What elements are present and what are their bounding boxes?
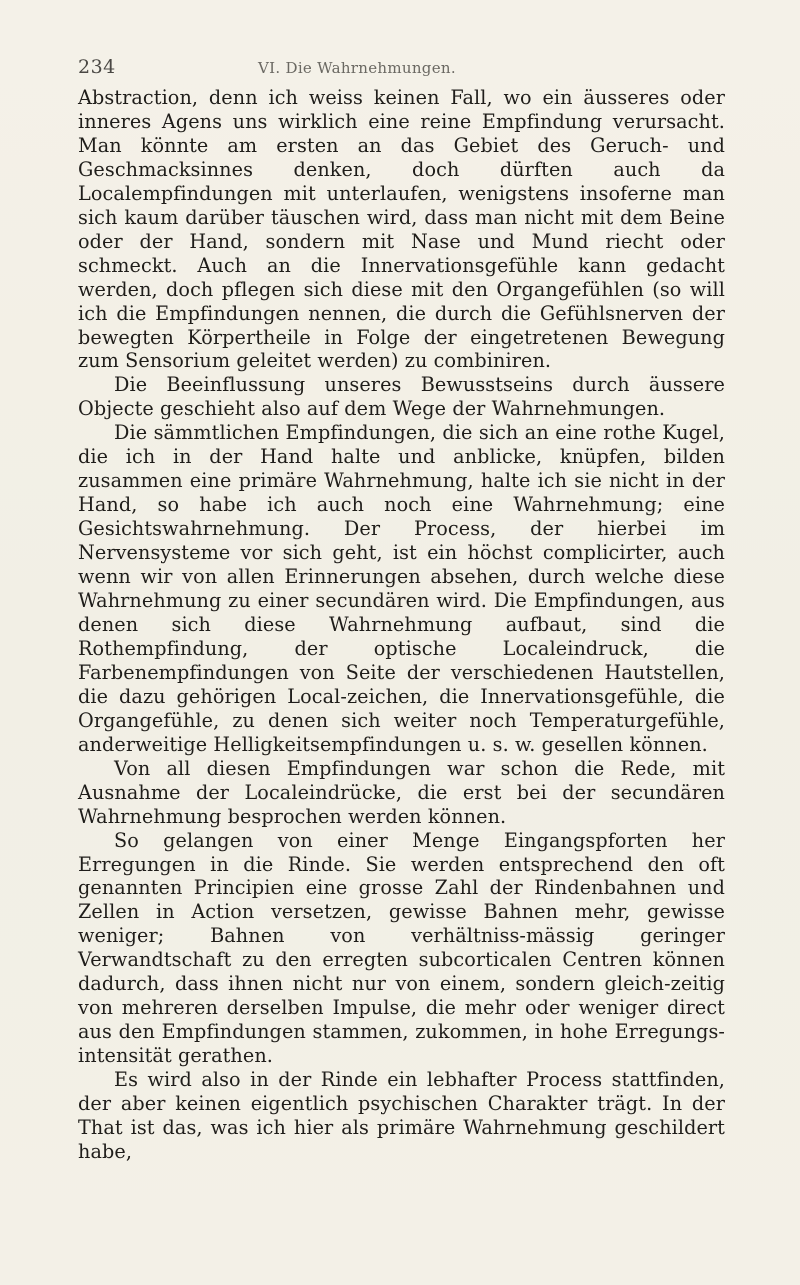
paragraph: So gelangen von einer Menge Eingangspforten her Erregungen in die Rinde. Sie werden entsprechend den oft genannten Principien eine grosse Zahl der Rindenbahnen und Zellen in Action versetzen, gewisse Bahnen mehr, gewisse weniger; Bahnen von verhältniss-mässig geringer Verwandtschaft zu den erregten subcorticalen Centren können dadurch, dass ihnen nicht nur von einem, sondern gleich-zeitig von mehreren derselben Impulse, die mehr oder weniger direct aus den Empfindungen stammen, zukommen, in hohe Erregungs-intensität gerathen. [78,828,725,1068]
paragraph: Es wird also in der Rinde ein lebhafter Process stattfinden, der aber keinen eigentlich psychischen Charakter trägt. In der That ist das, was ich hier als primäre Wahrnehmung geschildert habe, [78,1068,725,1163]
running-head [78,56,728,80]
page-number: 234 [78,56,116,78]
chapter-title: VI. Die Wahrnehmungen. [258,59,456,77]
paragraph-continuation: Abstraction, denn ich weiss keinen Fall, wo ein äusseres oder inneres Agens uns wirklich eine reine Empfindung verursacht. Man könnte am ersten an das Gebiet des Geruch- und Geschmacksinnes denken, doch dürften auch da Localempfindungen mit unterlaufen, wenigstens insoferne man sich kaum darüber täuschen wird, dass man nicht mit dem Beine oder der Hand, sondern mit Nase und Mund riecht oder schmeckt. Auch an die Innervationsgefühle kann gedacht werden, doch pflegen sich diese mit den Organgefühlen (so will ich die Empfindungen nennen, die durch die Gefühlsnerven der bewegten Körpertheile in Folge der eingetretenen Bewegung zum Sensorium geleitet werden) zu combiniren. [78,86,725,373]
paragraph: Von all diesen Empfindungen war schon die Rede, mit Ausnahme der Localeindrücke, die erst bei der secundären Wahrnehmung besprochen werden können. [78,756,725,828]
paragraph: Die sämmtlichen Empfindungen, die sich an eine rothe Kugel, die ich in der Hand halte und anblicke, knüpfen, bilden zusammen eine primäre Wahrnehmung, halte ich sie nicht in der Hand, so habe ich auch noch eine Wahrnehmung; eine Gesichtswahrnehmung. Der Process, der hierbei im Nervensysteme vor sich geht, ist ein höchst complicirter, auch wenn wir von allen Erinnerungen absehen, durch welche diese Wahrnehmung zu einer secundären wird. Die Empfindungen, aus denen sich diese Wahrnehmung aufbaut, sind die Rothempfindung, der optische Localeindruck, die Farbenempfindungen von Seite der verschiedenen Hautstellen, die dazu gehörigen Local-zeichen, die Innervationsgefühle, die Organgefühle, zu denen sich weiter noch Temperaturgefühle, anderweitige Helligkeitsempfindungen u. s. w. gesellen können. [78,421,725,756]
body-text [78,86,725,1164]
paragraph: Die Beeinflussung unseres Bewusstseins durch äussere Objecte geschieht also auf dem Wege der Wahrnehmungen. [78,373,725,421]
